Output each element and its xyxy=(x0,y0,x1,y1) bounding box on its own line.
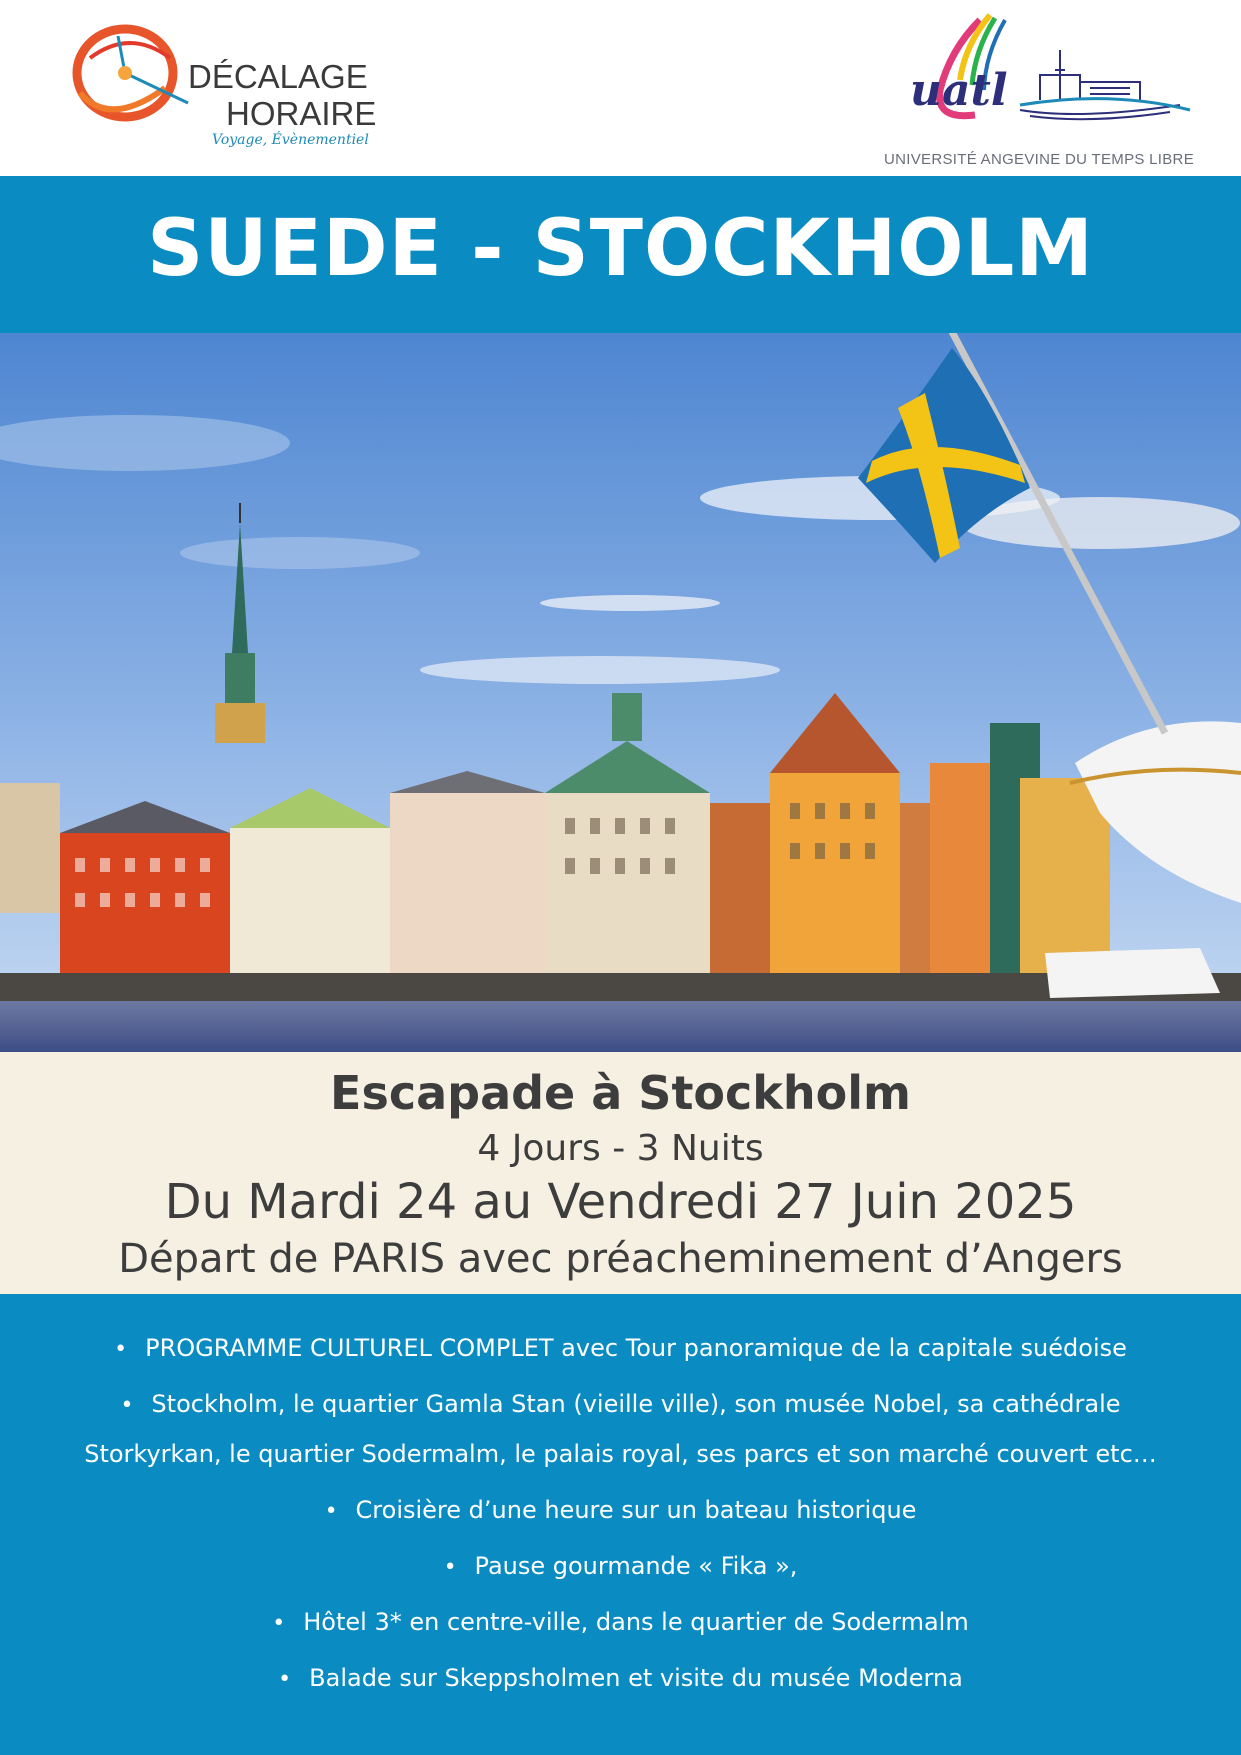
uatl-castle-icon xyxy=(880,10,1220,140)
program-item xyxy=(0,1390,1241,1418)
program-item xyxy=(0,1608,1241,1636)
logo-text-line2: HORAIRE xyxy=(226,95,377,132)
uatl-monogram-text: uatl xyxy=(910,65,1008,116)
title-band xyxy=(0,176,1241,333)
logo-tagline: Voyage, Évènementiel xyxy=(212,132,369,148)
trip-departure: Départ de PARIS avec préacheminement d’Angers xyxy=(118,1236,1123,1282)
uatl-logo xyxy=(880,10,1220,175)
program-item xyxy=(0,1552,1241,1580)
program-item-text: Pause gourmande « Fika », xyxy=(474,1552,798,1580)
bullet-icon: • xyxy=(272,1611,286,1636)
program-item-text: PROGRAMME CULTUREL COMPLET avec Tour panoramique de la capitale suédoise xyxy=(145,1334,1127,1362)
logo-text-line1: DÉCALAGE xyxy=(188,58,368,95)
program-item-text: Storkyrkan, le quartier Sodermalm, le palais royal, ses parcs et son marché couvert etc… xyxy=(84,1440,1157,1468)
bullet-icon: • xyxy=(114,1337,128,1362)
program-item xyxy=(0,1334,1241,1362)
stockholm-photo-illustration xyxy=(0,333,1241,1052)
program-item-text: Hôtel 3* en centre-ville, dans le quartier de Sodermalm xyxy=(303,1608,969,1636)
program-item xyxy=(0,1664,1241,1692)
trip-subtitle: Escapade à Stockholm xyxy=(330,1066,911,1120)
program-band xyxy=(0,1294,1241,1755)
page-title: SUEDE - STOCKHOLM xyxy=(147,204,1094,294)
program-item-text: Balade sur Skeppsholmen et visite du musée Moderna xyxy=(309,1664,963,1692)
stockholm-waterfront-photo xyxy=(0,333,1241,1052)
bullet-icon: • xyxy=(278,1667,292,1692)
program-item-text: Croisière d’une heure sur un bateau historique xyxy=(355,1496,917,1524)
uatl-full-name: UNIVERSITÉ ANGEVINE DU TEMPS LIBRE xyxy=(884,151,1194,168)
program-item-text: Stockholm, le quartier Gamla Stan (vieille ville), son musée Nobel, sa cathédrale xyxy=(151,1390,1121,1418)
decalage-horaire-logo xyxy=(70,18,377,158)
page-header xyxy=(0,0,1241,176)
bullet-icon: • xyxy=(120,1393,134,1418)
bullet-icon: • xyxy=(324,1499,338,1524)
clock-swirl-icon xyxy=(70,18,200,128)
program-item-continuation xyxy=(0,1440,1241,1468)
program-item xyxy=(0,1496,1241,1524)
trip-dates: Du Mardi 24 au Vendredi 27 Juin 2025 xyxy=(164,1174,1077,1230)
bullet-icon: • xyxy=(443,1555,457,1580)
trip-duration: 4 Jours - 3 Nuits xyxy=(477,1128,764,1169)
trip-info-band xyxy=(0,1052,1241,1294)
